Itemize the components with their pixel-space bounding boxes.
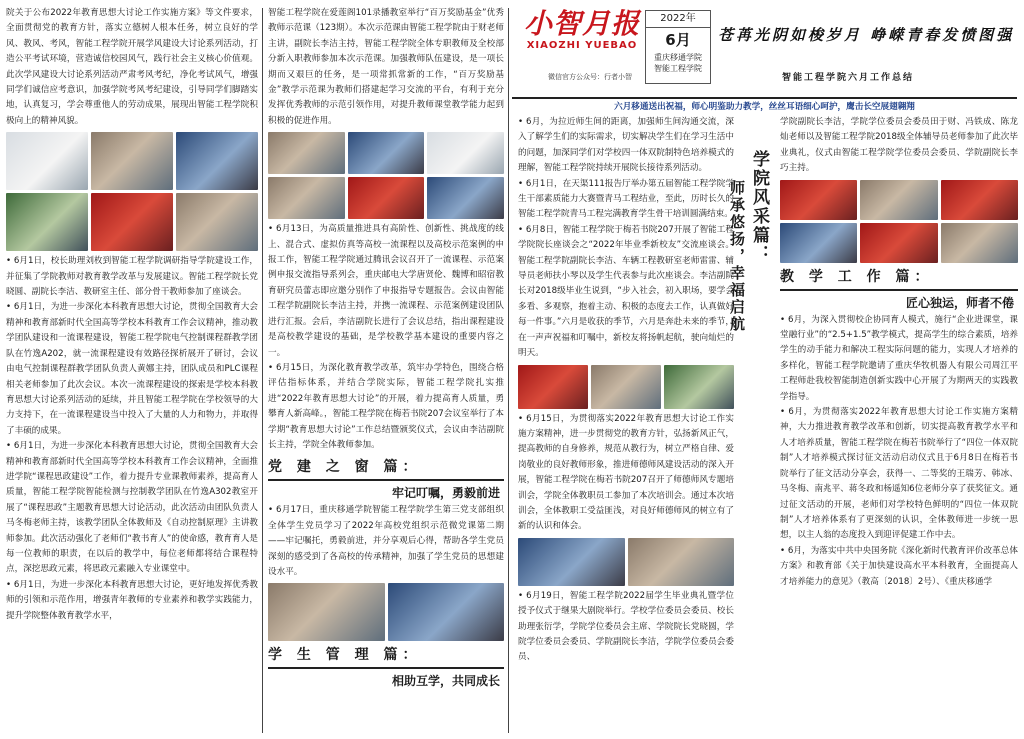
photo	[591, 365, 661, 409]
intro-paragraph: 院关于公布2022年教育思想大讨论工作实施方案》等文件要求，全面贯彻党的教育方针，落实立德树人根本任务，树立良好的学风、教风、考风，智能工程学院开展学风建设大讨论系列活动，打造公平考试环境，营造诚信校园风气，践行社会主义核心价值观。此次学风建设大讨论系列活动严肃考风考纪，净化考试风气，增强同学们诚信应考意识，加强学院考风考纪建设，引导同学们脚踏实地，认真复习，学会尊重他人的劳动成果，展现出智能工程学院积极向上的精神风貌。	[6, 8, 258, 126]
photo	[941, 223, 1018, 263]
news-item: • 6月，为深入贯彻校企协同育人模式，施行“企业进课堂，课堂融行业”的“2.5+1.5”教学模式，提高学生的综合素质，培养学生的动手能力和解决工程实际问题的能力，实现人才培养的多样化，智能工程学院邀请了重庆华牧机器人有限公司周江平工程师赴我校智能制造创新实践中心开展了为期两天的实践教学指导。	[780, 314, 1018, 402]
photo	[860, 223, 937, 263]
news-item: • 6月13日，为高质量推进具有高阶性、创新性、挑战度的线上、混合式、虚拟仿真等高校一流课程以及高校示范案例的申报工作，智能工程学院通过腾讯会议召开了一流课程、示范案例申报交流指导系列会，重庆邮电大学唐贤伦、魏博和昭宿教育研究员蕾志即应邀分别作了申报指导专题报告。会议由智能工程学院副院长李洁主持，并携一流课程、示范案例建设团队进行汇报。会后，李洁副院长进行了会议总结，指出课程建设是高校教学建设的基础，是学校教学基本建设的重要内容之一。	[268, 224, 504, 358]
photo	[268, 583, 385, 641]
photo	[268, 132, 345, 174]
campus-section-title: 学院风采篇：	[749, 150, 769, 264]
photo	[941, 180, 1018, 220]
photo-collage-6	[780, 180, 1018, 263]
news-item: • 6月1日，在天渠111报告厅举办第五届智能工程学院学生干部素质能力大赛暨青马工程结业，至此，历时长久的智能工程学院青马工程完满教育学生骨干培训圆满结束。	[518, 178, 734, 220]
news-item: • 6月，为贯彻落实2022年教育思想大讨论工作实施方案精神，大力推进教育教学改革和创新，切实提高教育教学水平和人才培养质量，智能工程学院在梅若书院举行了“四位一体双院制”人才培养模式探讨征文活动启动仪式且于6月8日在梅若书院举行了征文活动分享会，获得一、二等奖的王瑞芳、韩冰、马冬梅、南兆平、蒋冬政和杨遥知6位老师分享了获奖征文。通过征文活动的开展，老师们对学校特色鲜明的“四位一体双院制”人才培养体系有了更深刻的认识，全体教师进一步统一思想，以主人翁的态度投入到迎评促建工作中去。	[780, 407, 1018, 541]
news-item: • 6月1日，为进一步深化本科教育思想大讨论，更好地发挥优秀教师的引领和示范作用，增强青年教师的专业素养和教学实践能力，提升学院整体教育教学水平，	[6, 579, 258, 621]
photo	[6, 132, 88, 190]
news-item: • 6月15日，为贯彻落实2022年教育思想大讨论工作实施方案精神，进一步贯彻党的教育方针，弘扬新风正气，提高教师的自身修养，规范从教行为，树立严格自律、爱岗敬业的良好教师形象，推进师德师风建设活动的深入开展，智能工程学院在梅若书院207召开了师德师风专题培训会，学院全体教职员工参加了本次培训会。通过本次培训会，全体教职工受益匪浅，对良好师德师风的树立有了新的认识和体会。	[518, 413, 734, 532]
news-item: • 6月1日，校长助理刘枚到智能工程学院调研指导学院建设工作，并征集了学院教师对教育教学改革与发展建议。智能工程学院长党晓圆、副院长李洁、教研室主任、部分骨干教师参加了座谈会。	[6, 256, 258, 298]
photo	[348, 177, 425, 219]
student-section-title: 学 生 管 理 篇：	[268, 645, 504, 669]
photo-collage-5	[518, 538, 734, 586]
photo-collage-2	[268, 132, 504, 219]
newspaper-logo	[522, 8, 642, 51]
issue-month: 6月	[665, 31, 691, 49]
photo	[427, 132, 504, 174]
photo	[518, 365, 588, 409]
photo-collage-1	[6, 132, 258, 251]
photo-collage-4	[518, 365, 734, 409]
photo-collage-3	[268, 583, 504, 641]
logo-chinese: 小智月报	[523, 7, 640, 40]
news-item: • 6月1日，为进一步深化本科教育思想大讨论，贯彻全国教育大会精神和教育部新时代全国高等学校本科教育工作会议精神，推动教学团队建设和一流课程建设，智能工程学院电气控制课程群教学团队在竹逸A202，就一流课程建设有效路径探析展开了研讨，会议由电气控制课程群教学团队负责人黄娜主持，团队成员和PLC课程相关老师参加了此次会议。本次一流课程建设的探索是学校本科教育思想大讨论系列活动的延续，并且智能工程学院在学校领导的大力支持下，在一流课程建设当中投入了大量的人力和物力，并取得了丰硕的成果。	[6, 302, 258, 436]
photo	[348, 132, 425, 174]
column-2	[268, 6, 504, 736]
photo	[6, 193, 88, 251]
photo	[268, 177, 345, 219]
news-item: • 6月，为拉近师生间的距离，加强师生间沟通交流，深入了解学生们的实际需求，切实解决学生们在学习生活中的问题，加深同学们对学校四一体双院制特色培养模式的理解，智能工程学院持续开展院长接待系列活动。	[518, 117, 734, 174]
summary-title: 智能工程学院六月工作总结	[782, 73, 915, 83]
headline-bar: 六月移通送出祝福，师心明鉴助力教学，丝丝耳语细心呵护，鹰击长空展翅翱翔	[512, 97, 1017, 114]
column-divider	[508, 8, 509, 733]
photo	[91, 193, 173, 251]
column-divider	[262, 8, 263, 733]
photo	[860, 180, 937, 220]
photo	[780, 223, 857, 263]
news-item: • 6月8日，智能工程学院于梅若书院207开展了智能工程学院院长座谈会之“2022年毕业季新校友”交流座谈会。智能工程学院副院长李洁、车辆工程教研室老师雷雷、辅导员老师扶小琴以及学生代表参与此次座谈会。李洁副院长对2018级毕业生说到，“步入社会，初入职场，要学会多看、多观察，抱着主动、积极的态度去工作，认真做好每一件事。”六月是收获的季节，六月是奔赴未来的季节，在一声声祝福和叮嘱中，新校友将扬帆起航，驶向灿烂的明天。	[518, 224, 734, 359]
student-section-subtitle: 相助互学，共同成长	[391, 674, 500, 689]
column-4	[780, 115, 1018, 736]
photo	[388, 583, 505, 641]
photo	[176, 132, 258, 190]
news-item: • 6月，为落实中共中央国务院《深化新时代教育评价改革总体方案》和教育部《关于加快建设高水平本科教育，全面提高人才培养能力的意见》（教高〔2018〕2号）、《重庆移通学	[780, 545, 1018, 587]
photo	[91, 132, 173, 190]
party-section-title: 党 建 之 窗 篇：	[268, 457, 504, 481]
logo-english: XIAOZHI YUEBAO	[526, 40, 638, 51]
masthead	[512, 4, 1022, 94]
issuer-school: 重庆移通学院 智能工程学院	[654, 53, 702, 73]
column-1	[6, 6, 258, 736]
photo	[664, 365, 734, 409]
slogan: 苍苒光阴如梭岁月 峥嵘青春发愤图强	[718, 26, 1015, 44]
campus-section-subtitle: 师承悠扬，幸福启航	[728, 180, 746, 333]
news-item: • 6月15日，为深化教育教学改革，筑牢办学特色，围绕合格评估指标体系，并结合学院实际，智能工程学院扎实推进“2022年教育思想大讨论”的开展，着力提高育人质量，勇攀育人新高峰。，智能工程学院在梅若书院207会议室举行了本学期“教育思想大讨论”工作总结暨颁奖仪式，会议由李洁副院长主持，学院全体教师参加。	[268, 362, 504, 450]
party-section-subtitle: 牢记叮嘱，勇毅前进	[391, 486, 500, 501]
news-item: • 6月17日，重庆移通学院智能工程学院学生第三党支部组织全体学生党员学习了2022年高校党组织示范微党课第二期——牢记嘱托，勇毅前进，并分享观后心得，帮助各学生党员深刻的感受到了各高校的传承精神，加强了学生党员的思想建设水平。	[268, 505, 504, 577]
wechat-account: 微信官方公众号：行者小智	[548, 73, 632, 81]
news-item: • 6月19日，智能工程学院2022届学生毕业典礼暨学位授予仪式于继果大剧院举行。学校学位委员会委员、校长助理张衍学，学院学位委员会主席、学院院长党晓圆，学院学位委员会委员、学院副院长李洁，学院学位委员会委员、	[518, 590, 734, 663]
photo	[628, 538, 735, 586]
news-item: 智能工程学院在爱莲阁101录播教室举行“百万奖励基金”优秀教师示范课（123期）。本次示范课由智能工程学院由于财老师主讲，副院长李洁主持，智能工程学院全体专职教师及全校部分新入职教师参加本次示范课。加强教师队伍建设，是一项长期而又艰巨的任务，是一项常抓常新的工作，“百万奖励基金”教学示范课为教师们搭建起学习交流的平台，有利于充分发挥优秀教师的示范引领作用，对提升教师课堂教学能力起到积极的促进作用。	[268, 8, 504, 126]
photo	[176, 193, 258, 251]
photo	[780, 180, 857, 220]
issue-year: 2022年	[646, 11, 710, 28]
issue-date-box	[645, 10, 711, 84]
photo	[518, 538, 625, 586]
teaching-section-title: 教 学 工 作 篇：	[780, 267, 1018, 291]
news-item: 学院副院长李洁，学院学位委员会委员田于财、冯铁成、陈龙灿老师以及智能工程学院2018级全体辅导员老师参加了此次毕业典礼，仪式由智能工程学院学位委员会委员、学院副院长李巧主持。	[780, 117, 1018, 174]
photo	[427, 177, 504, 219]
news-item: • 6月1日，为进一步深化本科教育思想大讨论，贯彻全国教育大会精神和教育部新时代全国高等学校本科教育工作会议精神，全面推进学院“课程思政建设”工作，着力提升专业课教师素养，提高育人质量，智能工程学院智能检测与控制教学团队在竹逸A302教室开展了“课程思政”主题教育思想大讨论活动，此次活动由团队负责人马冬梅老师主持，该教学团队全体教师及《自动控制原理》主讲教师参加。此次活动强化了老师们“教书育人”的使命感，教育育人是每一位教师的职责，在以后的教学中，每位老师都将结合课程特点，深挖思政元素，将思政元素融入专业课堂中。	[6, 441, 258, 575]
teaching-section-subtitle: 匠心独运，师者不倦	[905, 295, 1014, 310]
column-3	[518, 115, 734, 736]
